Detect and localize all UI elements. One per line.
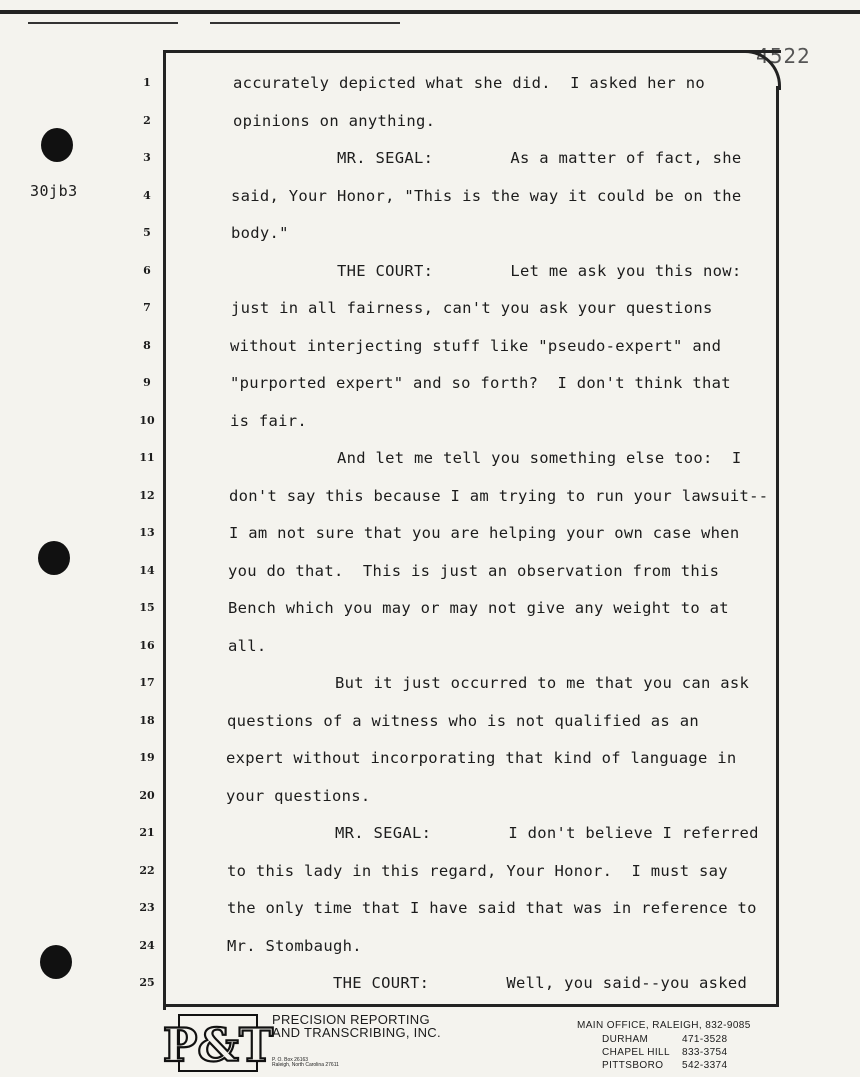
office-city: PITTSBORO — [602, 1060, 664, 1071]
line-number: 2 — [143, 113, 151, 127]
top-rule-right — [210, 22, 400, 24]
line-number: 13 — [139, 526, 155, 539]
office-row — [602, 1034, 728, 1045]
office-phone: 542-3374 — [682, 1060, 728, 1071]
line-number: 18 — [139, 713, 155, 727]
binder-hole-bottom — [40, 945, 72, 979]
transcript-line: just in all fairness, can't you ask your questions — [231, 299, 713, 317]
transcript-line: all. — [228, 636, 267, 655]
line-number: 16 — [139, 638, 155, 652]
line-number: 15 — [139, 601, 155, 614]
transcript-line: your questions. — [226, 786, 371, 805]
transcript-line: accurately depicted what she did. I asked her no — [233, 74, 705, 92]
line-number: 22 — [139, 863, 155, 877]
transcript-line: MR. SEGAL: I don't believe I referred — [335, 824, 759, 842]
binder-hole-top — [41, 128, 73, 162]
transcript-line: don't say this because I am trying to run your lawsuit-- — [229, 486, 769, 505]
transcript-line: THE COURT: Let me ask you this now: — [337, 261, 742, 280]
main-office: MAIN OFFICE, RALEIGH, 832-9085 — [577, 1020, 751, 1031]
transcript-line: But it just occurred to me that you can ask — [335, 674, 750, 692]
transcript-line: I am not sure that you are helping your own case when — [229, 524, 740, 542]
line-number: 8 — [143, 338, 151, 352]
address-line2: Raleigh, North Carolina 27611 — [272, 1062, 339, 1068]
office-phone: 833-3754 — [682, 1047, 728, 1058]
address-line1: P. O. Box 26163 — [272, 1057, 309, 1063]
company-name — [272, 1013, 441, 1039]
office-row — [602, 1060, 728, 1071]
page-number: 4522 — [756, 44, 811, 68]
line-number: 19 — [139, 751, 155, 764]
office-city: CHAPEL HILL — [602, 1047, 670, 1058]
side-identifier: 30jb3 — [30, 182, 78, 200]
transcript-line: you do that. This is just an observation from this — [228, 561, 720, 580]
transcript-line: opinions on anything. — [233, 111, 436, 130]
line-number: 23 — [139, 901, 155, 914]
line-number: 24 — [139, 938, 155, 952]
company-logo-icon — [162, 1014, 274, 1072]
transcript-line: the only time that I have said that was in reference to — [227, 899, 757, 917]
line-number: 11 — [139, 451, 155, 464]
office-row — [602, 1047, 728, 1058]
transcript-line: expert without incorporating that kind of language in — [226, 749, 737, 767]
transcript-line: Bench which you may or may not give any weight to at — [228, 599, 729, 617]
transcript-line: body." — [231, 224, 289, 242]
logo-text: P&T — [162, 1018, 274, 1072]
frame-bottom-edge — [163, 1004, 779, 1007]
transcript-line: Mr. Stombaugh. — [227, 936, 362, 955]
line-number: 14 — [139, 563, 155, 577]
line-number: 4 — [143, 188, 151, 202]
line-number: 6 — [143, 263, 151, 277]
top-rule-left — [28, 22, 178, 24]
company-name-line2: AND TRANSCRIBING, INC. — [272, 1025, 441, 1040]
transcript-line: THE COURT: Well, you said--you asked — [333, 974, 748, 992]
transcript-line: said, Your Honor, "This is the way it could be on the — [231, 186, 742, 205]
transcript-line: MR. SEGAL: As a matter of fact, she — [337, 149, 742, 167]
transcript-line: And let me tell you something else too: I — [337, 449, 742, 467]
binder-hole-middle — [38, 541, 70, 575]
line-number: 21 — [139, 826, 155, 839]
office-city: DURHAM — [602, 1034, 649, 1045]
line-number: 25 — [139, 976, 155, 989]
company-name-line1: PRECISION REPORTING — [272, 1012, 430, 1027]
transcript-line: "purported expert" and so forth? I don't think that — [230, 374, 731, 392]
line-number: 5 — [143, 226, 151, 239]
top-border-bar — [0, 10, 860, 14]
line-number: 3 — [143, 151, 151, 164]
frame-right-edge — [776, 86, 779, 1004]
line-number: 1 — [143, 76, 151, 89]
line-number: 7 — [143, 301, 151, 314]
line-number: 9 — [143, 376, 151, 389]
transcript-line: is fair. — [230, 411, 308, 430]
line-number: 12 — [139, 488, 155, 502]
line-number: 10 — [139, 413, 155, 427]
transcript-line: questions of a witness who is not qualified as an — [227, 711, 699, 730]
office-phone: 471-3528 — [682, 1034, 728, 1045]
line-number: 20 — [139, 788, 155, 802]
company-address — [272, 1058, 339, 1068]
transcript-line: without interjecting stuff like "pseudo-expert" and — [230, 336, 722, 355]
line-number: 17 — [139, 676, 155, 689]
transcript-line: to this lady in this regard, Your Honor. I must say — [227, 861, 728, 880]
